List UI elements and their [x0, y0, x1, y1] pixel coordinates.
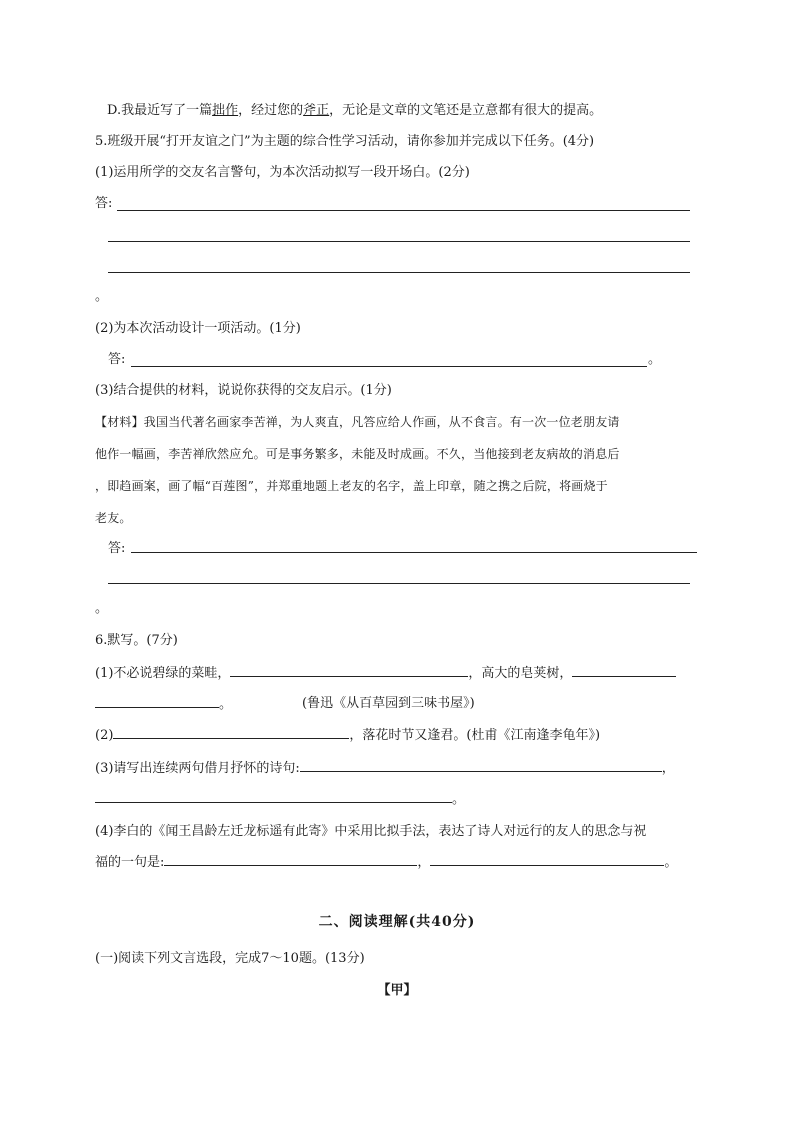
q6-s1-line2 — [95, 695, 232, 714]
q6-s4-text-d: 。 — [664, 855, 678, 870]
answer-line[interactable] — [108, 241, 690, 242]
passage-jia-label: 【甲】 — [377, 983, 417, 998]
q5-sub3: (3)结合提供的材料，说说你获得的交友启示。(1分) — [95, 383, 392, 398]
answer-line[interactable] — [131, 552, 697, 553]
end-mark: 。 — [95, 289, 109, 304]
end-mark: 。 — [95, 601, 109, 616]
section-heading: 二、阅读理解(共40分) — [318, 914, 476, 930]
fill-blank[interactable] — [430, 853, 664, 866]
q6-s3-line2 — [95, 790, 465, 809]
q6-s4-text-b: 福的一句是: — [95, 855, 165, 870]
q6-s2 — [95, 726, 600, 745]
option-d — [107, 102, 602, 120]
q6-s1-line1 — [95, 664, 676, 683]
answer-line[interactable] — [108, 272, 690, 273]
q5-sub3-answer-label: 答: — [108, 541, 126, 556]
material-line: ，即趋画案，画了幅“百莲图”，并郑重地题上老友的名字，盖上印章，随之携之后院，将画烧于 — [95, 479, 608, 493]
fill-blank[interactable] — [95, 695, 219, 708]
q5-sub1-answer-label: 答: — [95, 196, 113, 211]
end-mark: 。 — [648, 352, 662, 367]
fill-blank[interactable] — [164, 853, 417, 866]
q6-s1-text-b: ，高大的皂荚树， — [468, 666, 573, 681]
option-d-word1: 拙作 — [212, 103, 239, 118]
fill-blank[interactable] — [230, 664, 468, 677]
q6-s4-line1: (4)李白的《闻王昌龄左迁龙标遥有此寄》中采用比拟手法，表达了诗人对远行的友人的思念与祝 — [95, 824, 647, 839]
material-line: 【材料】我国当代著名画家李苦禅，为人爽直，凡答应给人作画，从不食言。有一次一位老朋友请 — [95, 415, 620, 429]
fill-blank[interactable] — [95, 790, 452, 803]
answer-line[interactable] — [131, 366, 647, 367]
q6-s3-text-b: ， — [661, 761, 675, 776]
q6-s1-source: (鲁迅《从百草园到三味书屋》) — [302, 696, 475, 711]
q6-s1-text-c: 。 — [219, 697, 233, 712]
section-part1: (一)阅读下列文言选段，完成7～10题。(13分) — [95, 951, 365, 966]
q5-sub1: (1)运用所学的交友名言警句，为本次活动拟写一段开场白。(2分) — [95, 165, 470, 180]
fill-blank[interactable] — [113, 726, 349, 739]
q6-title: 6.默写。(7分) — [95, 633, 178, 648]
fill-blank[interactable] — [300, 759, 662, 772]
q6-s3-text-c: 。 — [452, 792, 466, 807]
q6-s4-text-c: ， — [417, 855, 431, 870]
q6-s2-text-b: ，落花时节又逢君。(杜甫《江南逢李龟年》) — [349, 728, 601, 743]
q6-s4-line2 — [95, 853, 677, 872]
option-d-word2: 斧正 — [303, 103, 330, 118]
option-d-suffix: ，无论是文章的文笔还是立意都有很大的提高。 — [329, 103, 603, 118]
material-line: 他作一幅画，李苦禅欣然应允。可是事务繁多，未能及时成画。不久，当他接到老友病故的消息后 — [95, 447, 620, 461]
q5-sub2-answer-label: 答: — [108, 352, 126, 367]
q6-s2-text-a: (2) — [95, 728, 114, 743]
fill-blank[interactable] — [572, 664, 676, 677]
q6-s1-text-a: (1)不必说碧绿的菜畦， — [95, 666, 231, 681]
answer-line[interactable] — [108, 583, 690, 584]
q6-s3-text-a: (3)请写出连续两句借月抒怀的诗句: — [95, 761, 300, 776]
q6-s3-line1 — [95, 759, 675, 778]
q5-sub2: (2)为本次活动设计一项活动。(1分) — [95, 321, 301, 336]
option-d-mid: ，经过您的 — [238, 103, 304, 118]
option-d-prefix: D.我最近写了一篇 — [107, 103, 213, 118]
answer-line[interactable] — [117, 210, 690, 211]
q5-title: 5.班级开展“打开友谊之门”为主题的综合性学习活动，请你参加并完成以下任务。(4分) — [95, 134, 595, 149]
material-line: 老友。 — [95, 511, 132, 525]
